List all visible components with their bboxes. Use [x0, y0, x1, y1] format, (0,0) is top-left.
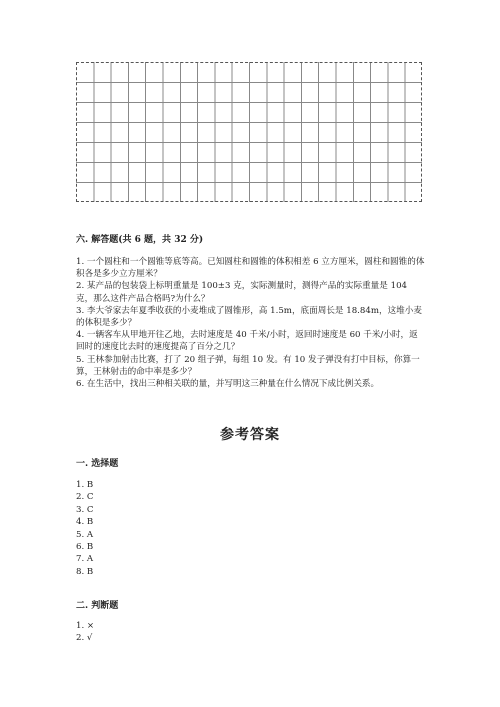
writing-grid — [76, 62, 422, 202]
question-1: 1. 一个圆柱和一个圆锥等底等高。已知圆柱和圆锥的体积相差 6 立方厘米，圆柱和圆锥的体积各是多少立方厘米？ — [76, 257, 425, 280]
question-2: 2. 某产品的包装袋上标明重量是 100±3 克，实际测量时，测得产品的实际重量是 104 克，那么这件产品合格吗?为什么？ — [76, 281, 408, 304]
question-3: 3. 李大爷家去年夏季收获的小麦堆成了圆锥形，高 1.5m，底面周长是 18.84m，这堆小麦的体积是多少？ — [76, 305, 422, 329]
answer-item: 7. A — [76, 554, 94, 565]
answer-item: 4. B — [76, 517, 94, 528]
answer-item: 6. B — [76, 542, 94, 553]
answer-item: 8. B — [76, 566, 94, 577]
choice-answer-list — [76, 479, 94, 578]
question-4: 4. 一辆客车从甲地开往乙地，去时速度是 40 千米/小时，返回时速度是 60 千米/小时，返回时的速度比去时的速度提高了百分之几？ — [76, 330, 418, 353]
answer-item: 2. √ — [76, 633, 93, 644]
section-six-title: 六. 解答题(共 6 题，共 32 分) — [76, 235, 204, 245]
answer-item: 3. C — [76, 504, 94, 515]
answers-title: 参考答案 — [220, 427, 280, 443]
question-list — [76, 256, 426, 390]
question-6: 6. 在生活中，找出三种相关联的量，并写明这三种量在什么情况下成比例关系。 — [76, 379, 380, 390]
answer-item: 1. × — [76, 621, 95, 631]
part-two-title: 二. 判断题 — [76, 601, 119, 611]
part-one-title: 一. 选择题 — [76, 459, 119, 469]
answer-item: 2. C — [76, 492, 94, 503]
question-5: 5. 王林参加射击比赛，打了 20 组子弹，每组 10 发。有 10 发子弹没有打中目标，你算一算，王林射击的命中率是多少？ — [76, 354, 420, 377]
judgement-answer-list — [76, 620, 94, 645]
answer-item: 5. A — [76, 529, 94, 540]
answer-item: 1. B — [76, 480, 94, 490]
